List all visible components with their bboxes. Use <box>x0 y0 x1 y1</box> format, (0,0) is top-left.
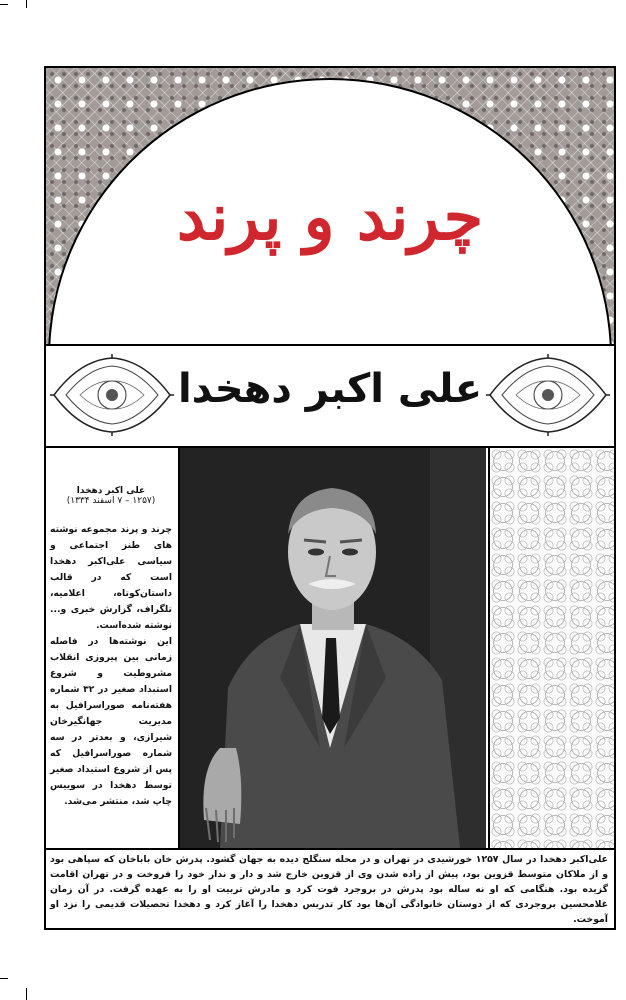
bottom-biography <box>50 852 608 925</box>
bio-column <box>46 448 180 848</box>
paisley-ornament-right-icon <box>486 354 610 436</box>
cover-frame <box>44 66 616 930</box>
bio-name: علی اکبر دهخدا <box>76 486 146 496</box>
bio-dates: (۱۲۵۷ – ۷ اسفند ۱۳۳۴) <box>66 496 156 506</box>
author-name: علی اکبر دهخدا <box>177 366 483 412</box>
bio-paragraph-1: چرند و پرند مجموعه نوشته های طنز اجتماعی و سیاسی علی‌اکبر دهخدا است که در قالب داستان‌کوتاه، اعلامیه، تلگراف، گزارش خبری و... نوشته شده‌است. <box>50 524 172 631</box>
author-portrait <box>180 448 486 848</box>
middle-section <box>46 448 614 850</box>
crop-mark-top-h <box>0 4 8 5</box>
bio-paragraph-2: این نوشته‌ها در فاصله زمانی بین پیروزی انقلاب مشروطیت و شروع استبداد صغیر در ۳۲ شماره هفته‌نامه صوراسرافیل به مدیریت جهانگیرخان شیرازی، و بعد‌تر در سه شماره صوراسرافیل که پس از شروع استبداد صغیر توسط دهخدا در سوییس چاپ شد، منتشر می‌شد. <box>50 636 172 807</box>
bottom-paragraph: علی‌اکبر دهخدا در سال ۱۲۵۷ خورشیدی در تهران و در محله سنگلج دیده به جهان گشود. پدرش خان باباخان که سپاهی بود و از ملاکان متوسط قزوین بود، پیش از زاده شدن وی از قزوین خارج شد و دار و ندار خود را فروخت و در تهران اقامت گزیده بود. هنگامی که او نه ساله بود پدرش در بروجرد فوت کرد و مادرش تربیت او را به عهده گرفت. در آن زمان غلامحسین بروجردی که از دوستان خانوادگی آن‌ها بود کار تدریس دهخدا را آغاز کرد و دهخدا تحصیلات قدیمی را نزد او آموخت. <box>50 854 608 925</box>
cover-header <box>46 68 614 346</box>
paisley-ornament-left-icon <box>50 354 174 436</box>
decorative-arabesque-panel <box>488 448 614 848</box>
author-band <box>46 346 614 448</box>
crop-mark-top <box>26 0 27 8</box>
crop-mark-bottom-h <box>0 978 8 979</box>
portrait-figure <box>180 448 486 848</box>
book-title: چرند و پرند <box>176 180 484 255</box>
crop-mark-bottom <box>26 988 27 1000</box>
